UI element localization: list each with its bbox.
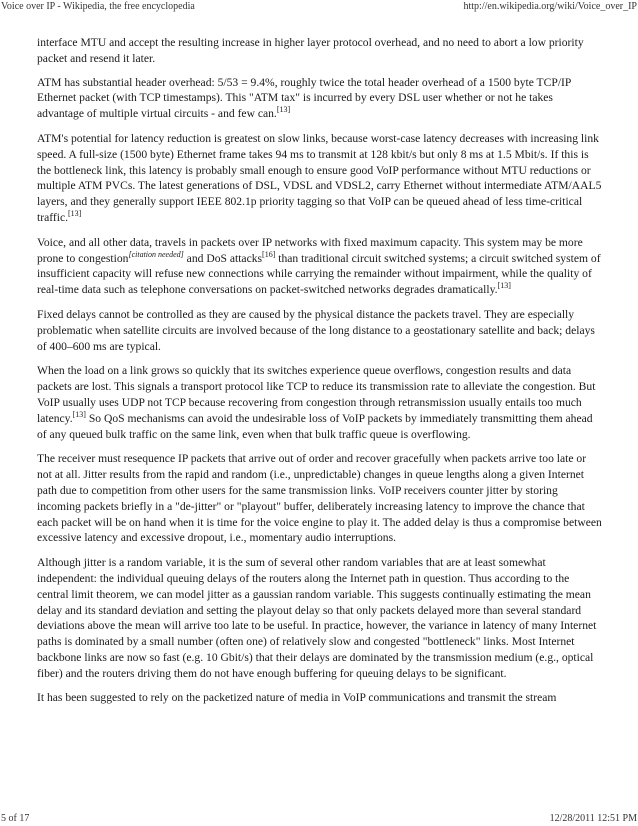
reference-link[interactable]: [16] [262,249,276,259]
print-datetime: 12/28/2011 12:51 PM [549,813,637,824]
page-title: Voice over IP - Wikipedia, the free encyclopedia [1,1,195,12]
paragraph-jitter-statistics: Although jitter is a random variable, it is the sum of several other random variables that are at least somewhat independent: the individual queuing delays of the routers along the Internet path in question. Thus according to the central limit theorem, we can model jitter as a gaussian random variable. This suggests continually estimating the mean delay and its standard deviation and setting the playout delay so that only packets delayed more than several standard deviations above the mean will arrive too late to be useful. In practice, however, the variance in latency of many Internet paths is dominated by a small number (often one) of relatively slow and congested "bottleneck" links. Most Internet backbone links are now so fast (e.g. 10 Gbit/s) that their delays are dominated by the transmission medium (e.g., optical fiber) and the routers driving them do not have enough buffering for queuing delays to be significant. [37,556,597,680]
paragraph-jitter-buffer: The receiver must resequence IP packets that arrive out of order and recover gracefully when packets arrive too late or not at all. Jitter results from the rapid and random (i.e., unpredictable) changes in queue lengths along a given Internet path due to competition from other users for the same transmission links. VoIP receivers counter jitter by storing incoming packets briefly in a "de-jitter" or "playout" buffer, deliberately increasing latency to improve the chance that each packet will be on hand when it is time for the voice engine to play it. The added delay is thus a compromise between excessive latency and excessive dropout, i.e., momentary audio interruptions. [37,452,602,545]
paragraph-queue-overflow: When the load on a link grows so quickly that its switches experience queue overflows, congestion results and data packets are lost. This signals a transport protocol like TCP to reduce its transmission rate to alleviate the congestion. But VoIP usually uses UDP not TCP because recovering from congestion through retransmission usually entails too much latency.[13] So QoS mechanisms can avoid the undesirable loss of VoIP packets by immediately transmitting them ahead of any queued bulk traffic on the same link, even when that bulk traffic queue is overflowing. [37,364,596,441]
paragraph-congestion: Voice, and all other data, travels in packets over IP networks with fixed maximum capacity. This system may be more prone to congestion[citation needed] and DoS attacks[16] than traditional circuit switched systems; a circuit switched system of insufficient capacity will refuse new connections while carrying the remainder without impairment, while the quality of real-time data such as telephone conversations on packet-switched networks degrades dramatically.[13] [37,235,601,297]
paragraph-mtu: interface MTU and accept the resulting increase in higher layer protocol overhead, and no need to abort a low priority packet and resend it later. [37,36,584,65]
article-body [37,35,602,715]
paragraph-atm-overhead: ATM has substantial header overhead: 5/53 = 9.4%, roughly twice the total header overhead of a 1500 byte TCP/IP Ethernet packet (with TCP timestamps). This "ATM tax" is incurred by every DSL user whether or not he takes advantage of multiple virtual circuits - and few can.[13] [37,75,571,121]
reference-link[interactable]: [13] [72,409,86,419]
page-number: 5 of 17 [1,813,30,824]
print-footer [0,812,638,826]
citation-needed-link[interactable]: [citation needed] [128,249,184,259]
paragraph-packetized-media: It has been suggested to rely on the packetized nature of media in VoIP communications and transmit the stream [37,691,557,705]
paragraph-fixed-delays: Fixed delays cannot be controlled as they are caused by the physical distance the packets travel. They are especially problematic when satellite circuits are involved because of the long distance to a geostationary satellite and back; delays of 400–600 ms are typical. [37,307,595,353]
reference-link[interactable]: [13] [276,105,291,115]
reference-link[interactable]: [13] [497,281,511,291]
reference-link[interactable]: [13] [68,208,82,218]
print-header [0,0,638,14]
page-url: http://en.wikipedia.org/wiki/Voice_over_IP [463,1,637,12]
paragraph-atm-latency: ATM's potential for latency reduction is greatest on slow links, because worst-case latency decreases with increasing link speed. A full-size (1500 byte) Ethernet frame takes 94 ms to transmit at 128 kbit/s but only 8 ms at 1.5 Mbit/s. If this is the bottleneck link, this latency is probably small enough to ensure good VoIP performance without MTU reductions or multiple ATM PVCs. The latest generations of DSL, VDSL and VDSL2, carry Ethernet without intermediate ATM/AAL5 layers, and they generally support IEEE 802.1p priority tagging so that VoIP can be queued ahead of less time-critical traffic.[13] [37,131,602,224]
